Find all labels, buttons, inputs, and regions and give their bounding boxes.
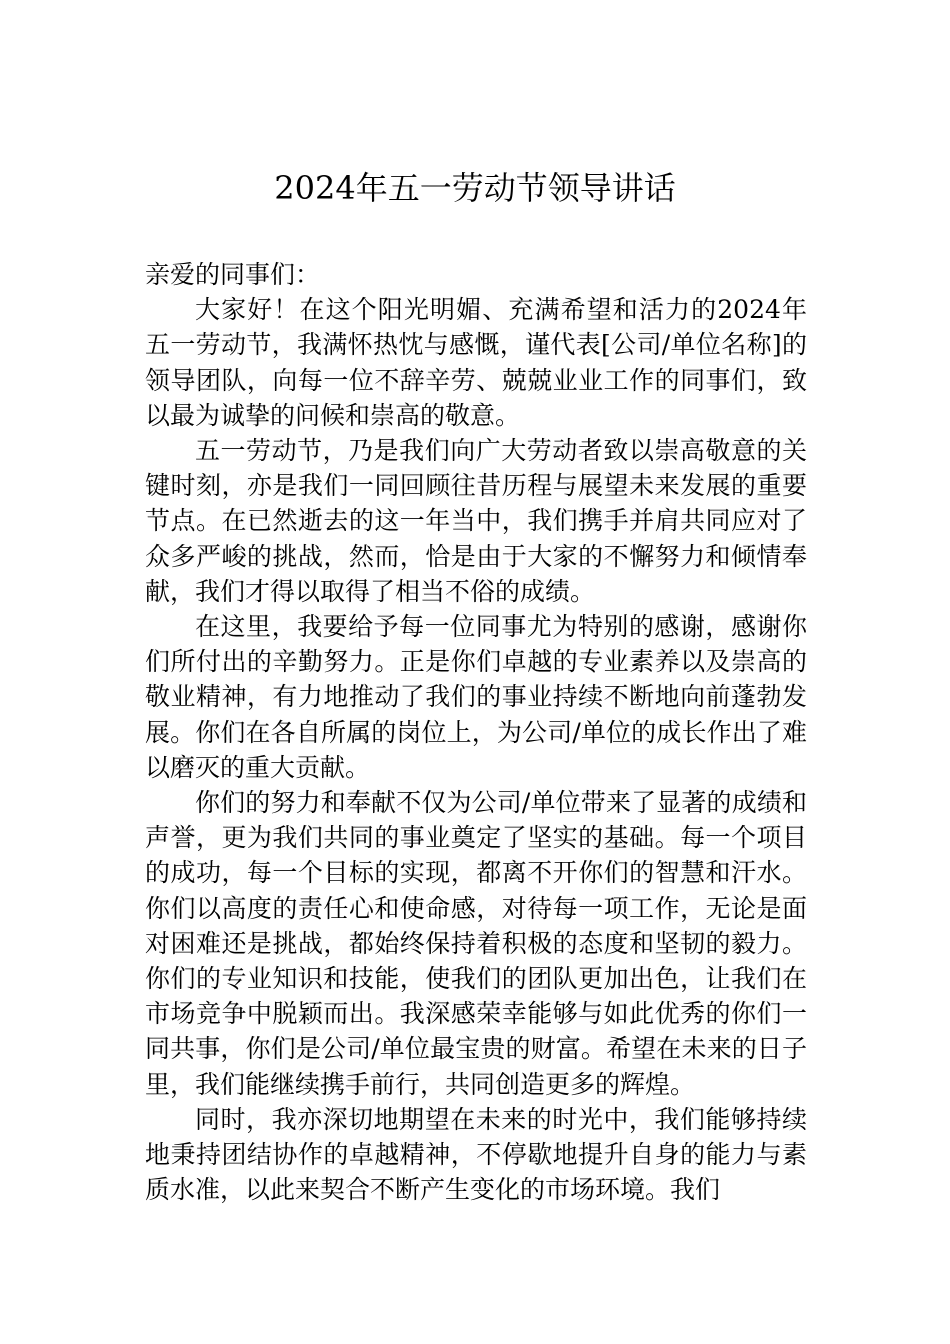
paragraph-4: 你们的努力和奉献不仅为公司/单位带来了显著的成绩和声誉，更为我们共同的事业奠定了坚实的基础。每一个项目的成功，每一个目标的实现，都离不开你们的智慧和汗水。你们以高度的责任心和使命感，对待每一项工作，无论是面对困难还是挑战，都始终保持着积极的态度和坚韧的毅力。你们的专业知识和技能，使我们的团队更加出色，让我们在市场竞争中脱颖而出。我深感荣幸能够与如此优秀的你们一同共事，你们是公司/单位最宝贵的财富。希望在未来的日子里，我们能继续携手前行，共同创造更多的辉煌。 [145,788,807,1099]
paragraph-3: 在这里，我要给予每一位同事尤为特别的感谢，感谢你们所付出的辛勤努力。正是你们卓越的专业素养以及崇高的敬业精神，有力地推动了我们的事业持续不断地向前蓬勃发展。你们在各自所属的岗位上，为公司/单位的成长作出了难以磨灭的重大贡献。 [145,612,807,782]
salutation: 亲爱的同事们： [145,260,321,289]
document-body [145,257,807,1207]
document-title: 2024年五一劳动节领导讲话 [274,169,676,207]
paragraph-2: 五一劳动节，乃是我们向广大劳动者致以崇高敬意的关键时刻，亦是我们一同回顾往昔历程与展望未来发展的重要节点。在已然逝去的这一年当中，我们携手并肩共同应对了众多严峻的挑战，然而，恰是由于大家的不懈努力和倾情奉献，我们才得以取得了相当不俗的成绩。 [145,436,807,606]
paragraph-5: 同时，我亦深切地期望在未来的时光中，我们能够持续地秉持团结协作的卓越精神，不停歇地提升自身的能力与素质水准，以此来契合不断产生变化的市场环境。我们 [145,1104,807,1205]
paragraph-1: 大家好！在这个阳光明媚、充满希望和活力的2024年五一劳动节，我满怀热忱与感慨，谨代表[公司/单位名称]的领导团队，向每一位不辞辛劳、兢兢业业工作的同事们，致以最为诚挚的问候和崇高的敬意。 [145,295,807,430]
